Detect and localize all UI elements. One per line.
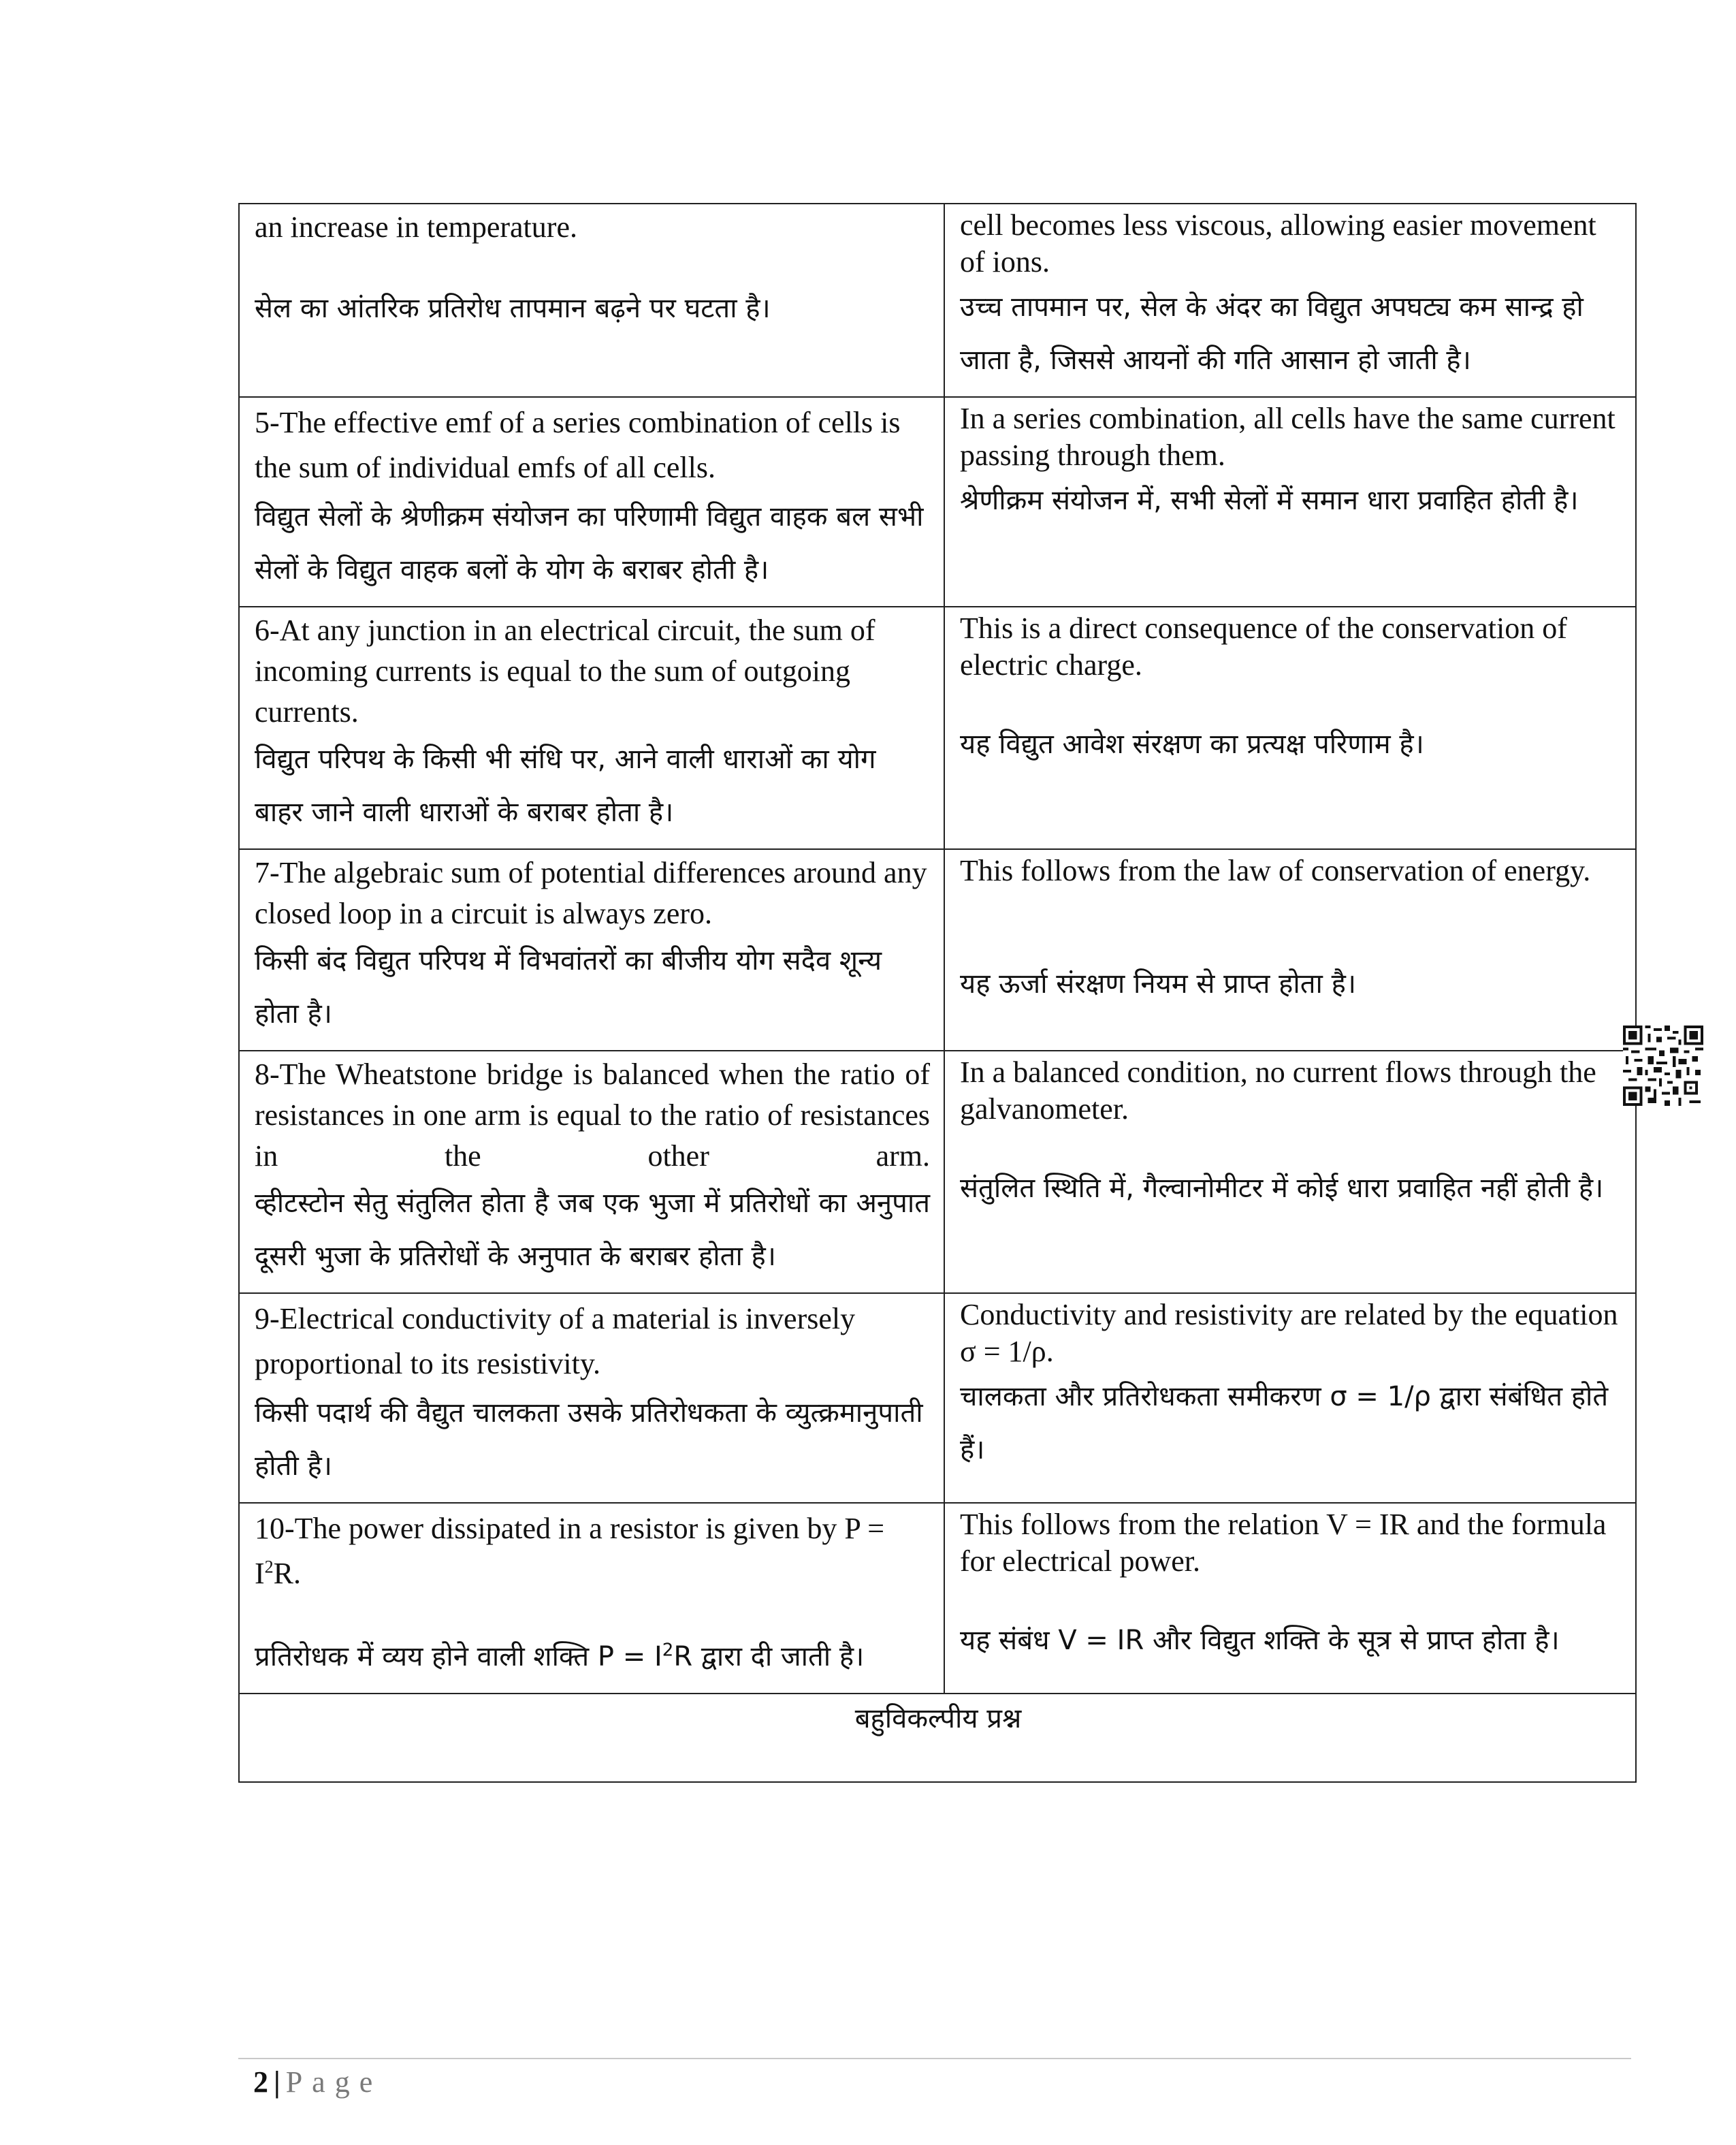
reason-cell [944, 1293, 1636, 1503]
statement-en: 6-At any junction in an electrical circuit, the sum of incoming currents is equal to the sum of outgoing currents. [255, 614, 875, 729]
content-table [238, 203, 1637, 1783]
reason-cell [944, 1503, 1636, 1694]
statement-cell [239, 397, 944, 607]
mcq-heading-cell [239, 1694, 1636, 1782]
statement-en: 5-The effective emf of a series combination of cells is the sum of individual emfs of all cells. [255, 406, 901, 484]
reason-en: This is a direct consequence of the conservation of electric charge. [960, 611, 1567, 682]
table-row [239, 204, 1636, 397]
statement-en: 8-The Wheatstone bridge is balanced when the ratio of resistances in one arm is equal to the ratio of resistances in the other arm. [255, 1058, 930, 1173]
reason-cell [944, 849, 1636, 1051]
reason-hi: यह ऊर्जा संरक्षण नियम से प्राप्त होता है। [960, 968, 1357, 1000]
reason-hi: श्रेणीक्रम संयोजन में, सभी सेलों में समान धारा प्रवाहित होती है। [960, 485, 1579, 516]
reason-cell [944, 397, 1636, 607]
qr-code-icon[interactable] [1623, 1026, 1703, 1106]
reason-en: In a series combination, all cells have the same current passing through them. [960, 402, 1616, 472]
reason-en: In a balanced condition, no current flows through the galvanometer. [960, 1055, 1596, 1126]
table-row [239, 849, 1636, 1051]
reason-hi: उच्च तापमान पर, सेल के अंदर का विद्युत अपघट्य कम सान्द्र हो जाता है, जिससे आयनों की गति आसान हो जाती है। [960, 291, 1584, 376]
reason-cell [944, 607, 1636, 849]
statement-cell [239, 1503, 944, 1694]
page-label: Page [285, 2065, 383, 2099]
statement-hi: किसी पदार्थ की वैद्युत चालकता उसके प्रतिरोधकता के व्युत्क्रमानुपाती होती है। [255, 1397, 923, 1482]
statement-en: an increase in temperature. [255, 210, 577, 244]
statement-hi: सेल का आंतरिक प्रतिरोध तापमान बढ़ने पर घटता है। [255, 293, 771, 324]
table-row [239, 607, 1636, 849]
statement-cell [239, 849, 944, 1051]
reason-cell [944, 1051, 1636, 1293]
page-footer [253, 2062, 382, 2103]
reason-hi: यह विद्युत आवेश संरक्षण का प्रत्यक्ष परिणाम है। [960, 729, 1424, 760]
statement-hi: विद्युत परिपथ के किसी भी संधि पर, आने वाली धाराओं का योग बाहर जाने वाली धाराओं के बराबर होता है। [255, 744, 876, 828]
statement-en: 9-Electrical conductivity of a material is inversely proportional to its resistivity. [255, 1302, 856, 1380]
footer-separator: | [274, 2065, 280, 2099]
statement-hi: व्हीटस्टोन सेतु संतुलित होता है जब एक भुजा में प्रतिरोधों का अनुपात दूसरी भुजा के प्रतिरोधों के अनुपात के बराबर होता है। [255, 1188, 930, 1272]
reason-hi: यह संबंध V = IR और विद्युत शक्ति के सूत्र से प्राप्त होता है। [960, 1625, 1560, 1656]
reason-cell [944, 204, 1636, 397]
statement-hi: विद्युत सेलों के श्रेणीक्रम संयोजन का परिणामी विद्युत वाहक बल सभी सेलों के विद्युत वाहक बलों के योग के बराबर होती है। [255, 501, 924, 586]
statement-en: 7-The algebraic sum of potential differences around any closed loop in a circuit is always zero. [255, 856, 927, 930]
statement-en: 10-The power dissipated in a resistor is given by $P = I^2R$. [255, 1512, 885, 1590]
statement-cell [239, 1051, 944, 1293]
table-row [239, 1051, 1636, 1293]
reason-en: This follows from the relation V = IR and the formula for electrical power. [960, 1508, 1607, 1578]
reason-hi: संतुलित स्थिति में, गैल्वानोमीटर में कोई धारा प्रवाहित नहीं होती है। [960, 1173, 1604, 1204]
statement-hi: प्रतिरोधक में व्यय होने वाली शक्ति $P = I^2R$ द्वारा दी जाती है। [255, 1640, 865, 1672]
footer-divider [238, 2058, 1631, 2059]
table-row [239, 1293, 1636, 1503]
reason-en: Conductivity and resistivity are related by the equation σ = 1/ρ. [960, 1298, 1618, 1368]
statement-hi: किसी बंद विद्युत परिपथ में विभवांतरों का बीजीय योग सदैव शून्य होता है। [255, 945, 882, 1030]
reason-en: cell becomes less viscous, allowing easier movement of ions. [960, 208, 1596, 279]
page-number: 2 [253, 2065, 268, 2099]
mcq-heading: बहुविकल्पीय प्रश्न [854, 1703, 1022, 1734]
statement-cell [239, 204, 944, 397]
reason-hi: चालकता और प्रतिरोधकता समीकरण σ = 1/ρ द्वारा संबंधित होते हैं। [960, 1381, 1609, 1465]
table-row [239, 1694, 1636, 1782]
table-row [239, 397, 1636, 607]
reason-en: This follows from the law of conservation of energy. [960, 854, 1591, 887]
table-row [239, 1503, 1636, 1694]
statement-cell [239, 607, 944, 849]
statement-cell [239, 1293, 944, 1503]
